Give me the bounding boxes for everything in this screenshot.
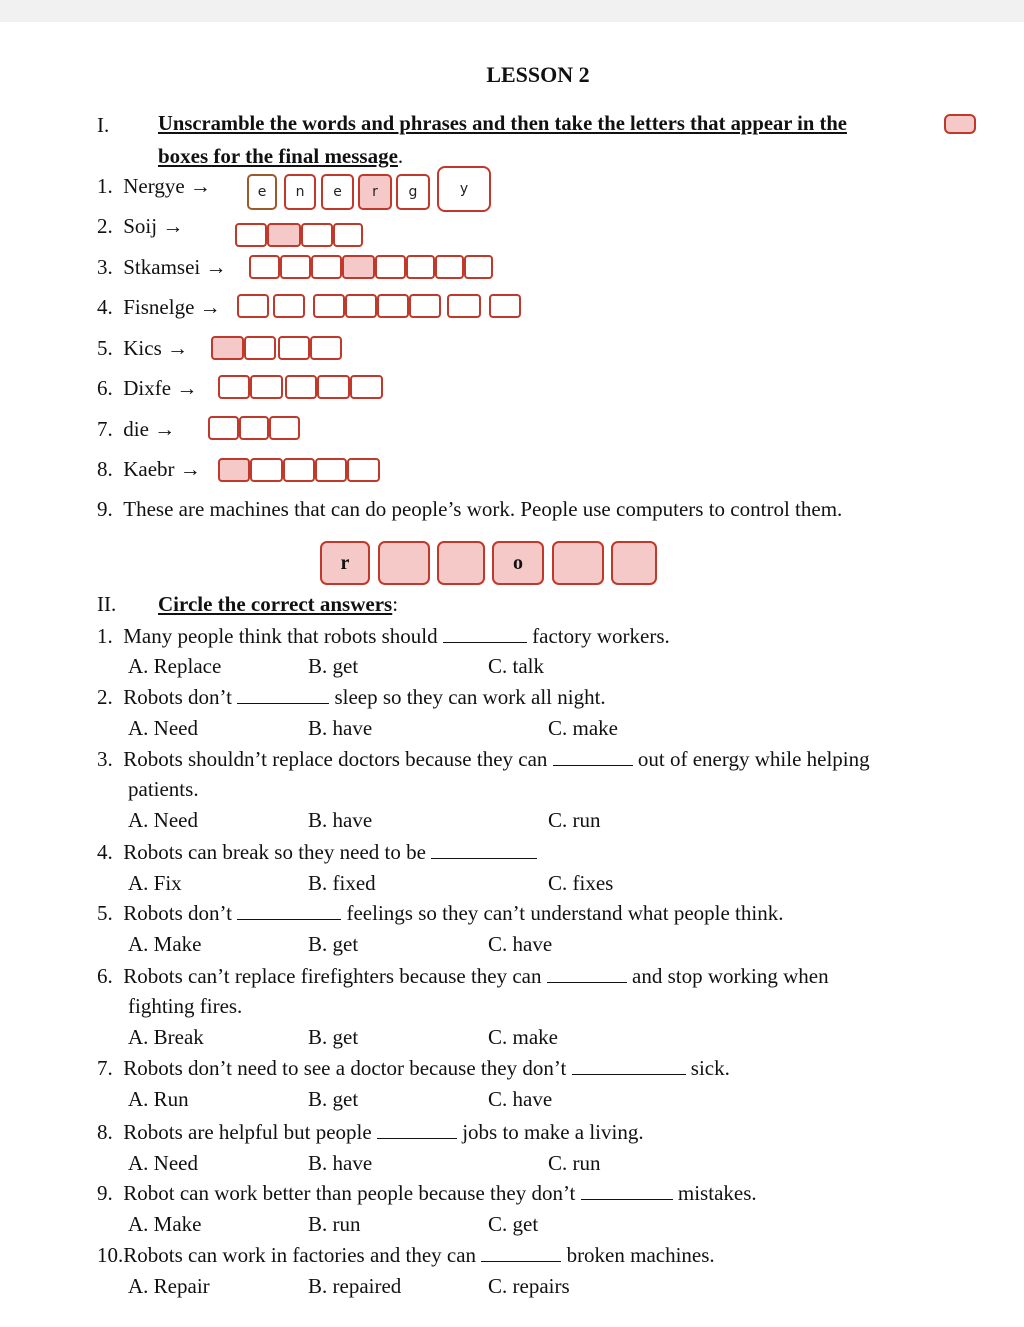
option-b[interactable]: B. get — [308, 932, 359, 956]
answer-box — [347, 458, 380, 482]
option-a[interactable]: A. Repair — [128, 1274, 210, 1298]
letter-box-n: n — [284, 174, 316, 210]
letter-box-g: g — [396, 174, 430, 210]
option-c[interactable]: C. run — [548, 1151, 601, 1175]
option-b[interactable]: B. have — [308, 716, 373, 740]
answer-blank — [431, 841, 537, 859]
answer-box — [280, 255, 311, 279]
answer-box — [313, 294, 345, 318]
option-c[interactable]: C. have — [488, 1087, 553, 1111]
option-b[interactable]: B. have — [308, 1151, 373, 1175]
answer-box — [249, 255, 280, 279]
answer-blank — [377, 1121, 457, 1139]
option-a[interactable]: A. Run — [128, 1087, 189, 1111]
option-b[interactable]: B. get — [308, 1087, 359, 1111]
final-message-box — [611, 541, 657, 585]
answer-box — [285, 375, 317, 399]
viewer-top-bar — [0, 0, 1024, 22]
option-a[interactable]: A. Fix — [128, 871, 182, 895]
question-6-continued: fighting fires. — [128, 994, 243, 1018]
option-c[interactable]: C. fixes — [548, 871, 614, 895]
question-10: 10.Robots can work in factories and they can broken machines. — [97, 1243, 715, 1267]
answer-box — [447, 294, 481, 318]
question-8: 8. Robots are helpful but people jobs to make a living. — [97, 1120, 644, 1144]
item-1: 1. Nergye → — [97, 174, 211, 198]
answer-blank — [237, 902, 341, 920]
question-2: 2. Robots don’t sleep so they can work all night. — [97, 685, 606, 709]
answer-box — [208, 416, 239, 440]
letter-box-e: e — [321, 174, 354, 210]
option-c[interactable]: C. run — [548, 808, 601, 832]
option-b[interactable]: B. fixed — [308, 871, 376, 895]
answer-box-highlighted — [342, 255, 375, 279]
section-1-heading-line-2: boxes for the final message. — [158, 144, 404, 168]
option-b[interactable]: B. run — [308, 1212, 361, 1236]
option-a[interactable]: A. Make — [128, 932, 202, 956]
option-b[interactable]: B. get — [308, 1025, 359, 1049]
answer-box — [409, 294, 441, 318]
section-1-heading-line-1: Unscramble the words and phrases and then take the letters that appear in the — [158, 113, 847, 135]
answer-box — [269, 416, 300, 440]
item-5: 5. Kics → — [97, 336, 188, 360]
answer-box-highlighted — [267, 223, 301, 247]
final-message-box — [552, 541, 604, 585]
option-b[interactable]: B. repaired — [308, 1274, 402, 1298]
answer-box — [283, 458, 315, 482]
answer-blank — [581, 1182, 673, 1200]
option-a[interactable]: A. Need — [128, 716, 198, 740]
section-2-numeral: II. — [97, 592, 117, 616]
final-message-box — [437, 541, 485, 585]
final-message-box: r — [320, 541, 370, 585]
answer-box — [250, 375, 283, 399]
answer-box — [250, 458, 283, 482]
item-6: 6. Dixfe → — [97, 376, 198, 400]
option-c[interactable]: C. make — [488, 1025, 558, 1049]
item-8: 8. Kaebr → — [97, 457, 201, 481]
answer-blank — [237, 686, 329, 704]
answer-box — [310, 336, 342, 360]
option-a[interactable]: A. Break — [128, 1025, 204, 1049]
option-c[interactable]: C. talk — [488, 654, 544, 678]
final-message-box: o — [492, 541, 544, 585]
answer-box — [406, 255, 435, 279]
question-4: 4. Robots can break so they need to be — [97, 840, 537, 865]
option-c[interactable]: C. repairs — [488, 1274, 570, 1298]
option-a[interactable]: A. Replace — [128, 654, 222, 678]
lesson-title: LESSON 2 — [486, 62, 590, 87]
answer-box — [273, 294, 305, 318]
option-a[interactable]: A. Need — [128, 808, 198, 832]
question-6: 6. Robots can’t replace firefighters because they can and stop working when — [97, 964, 829, 988]
answer-box-highlighted — [218, 458, 250, 482]
final-message-box — [378, 541, 430, 585]
example-answer-box — [944, 114, 976, 134]
answer-box — [464, 255, 493, 279]
answer-box-highlighted — [211, 336, 244, 360]
question-3-continued: patients. — [128, 777, 199, 801]
answer-box — [311, 255, 342, 279]
answer-box — [489, 294, 521, 318]
answer-box — [375, 255, 406, 279]
option-b[interactable]: B. get — [308, 654, 359, 678]
option-b[interactable]: B. have — [308, 808, 373, 832]
answer-blank — [547, 965, 627, 983]
answer-box — [301, 223, 333, 247]
answer-box — [333, 223, 363, 247]
answer-box — [237, 294, 269, 318]
answer-box — [345, 294, 377, 318]
item-3: 3. Stkamsei → — [97, 255, 227, 279]
answer-box — [218, 375, 250, 399]
answer-box — [350, 375, 383, 399]
option-a[interactable]: A. Make — [128, 1212, 202, 1236]
question-1: 1. Many people think that robots should factory workers. — [97, 624, 670, 648]
letter-box-r: r — [358, 174, 392, 210]
question-5: 5. Robots don’t feelings so they can’t understand what people think. — [97, 901, 784, 925]
answer-blank — [572, 1057, 686, 1075]
answer-box — [235, 223, 267, 247]
answer-box — [435, 255, 464, 279]
question-7: 7. Robots don’t need to see a doctor because they don’t sick. — [97, 1056, 730, 1080]
answer-box — [315, 458, 347, 482]
letter-box-y: y — [437, 166, 491, 212]
answer-box — [239, 416, 269, 440]
question-3: 3. Robots shouldn’t replace doctors because they can out of energy while helping — [97, 747, 870, 771]
item-9: 9. These are machines that can do people’s work. People use computers to control them. — [97, 497, 843, 521]
option-c[interactable]: C. have — [488, 932, 553, 956]
item-7: 7. die → — [97, 417, 176, 441]
letter-box-e: e — [247, 174, 277, 210]
option-c[interactable]: C. get — [488, 1212, 539, 1236]
item-2: 2. Soij → — [97, 214, 184, 238]
answer-blank — [443, 625, 527, 643]
question-9: 9. Robot can work better than people because they don’t mistakes. — [97, 1181, 757, 1205]
answer-box — [244, 336, 276, 360]
answer-box — [317, 375, 350, 399]
item-4: 4. Fisnelge → — [97, 295, 221, 319]
section-2-heading: Circle the correct answers: — [158, 592, 399, 616]
answer-blank — [481, 1244, 561, 1262]
option-c[interactable]: C. make — [548, 716, 618, 740]
option-a[interactable]: A. Need — [128, 1151, 198, 1175]
answer-blank — [553, 748, 633, 766]
answer-box — [377, 294, 409, 318]
section-1-numeral: I. — [97, 113, 110, 137]
answer-box — [278, 336, 310, 360]
